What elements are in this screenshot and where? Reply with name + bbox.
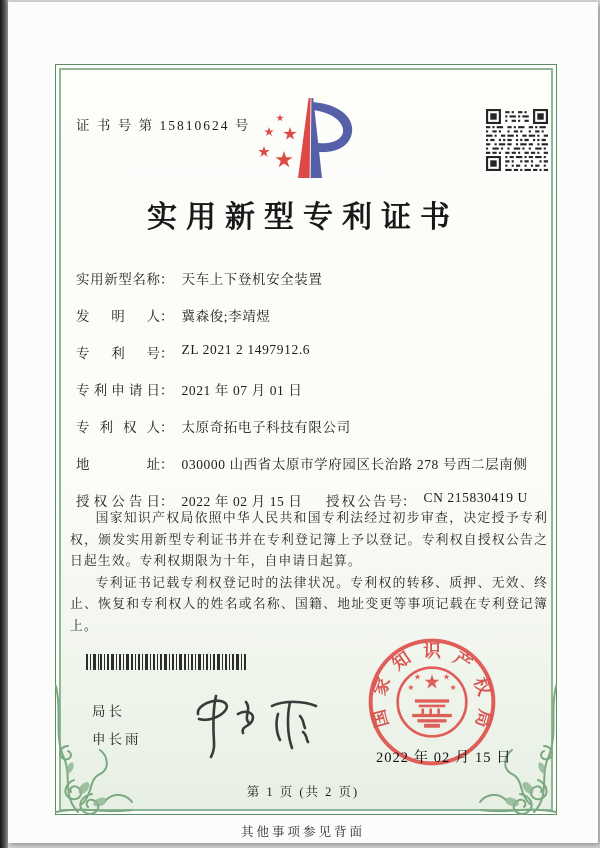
- field-label: 授权公告日: [76, 494, 160, 509]
- field-patentee: [76, 416, 546, 453]
- field-inventors: [76, 305, 546, 342]
- field-value: 030000 山西省太原市学府园区长治路 278 号西二层南侧: [181, 457, 528, 472]
- seal-char: 权: [469, 674, 495, 699]
- signature-icon: [186, 690, 326, 760]
- legal-paragraph: 专利证书记载专利权登记时的法律状况。专利权的转移、质押、无效、终止、恢复和专利权人的姓名或名称、国籍、地址变更等事项记载在专利登记簿上。: [70, 575, 548, 633]
- seal-char: 知: [388, 647, 415, 675]
- field-colon: ：: [160, 346, 174, 361]
- field-value: ZL 2021 2 1497912.6: [181, 342, 311, 357]
- seal-char: 家: [369, 674, 395, 699]
- field-colon: ：: [160, 272, 174, 287]
- field-filing-date: [76, 379, 546, 416]
- field-value: 冀森俊;李靖煜: [181, 309, 271, 324]
- field-address: [76, 453, 546, 490]
- field-label: 授权公告号: [326, 494, 402, 509]
- barcode-icon: [86, 654, 248, 670]
- field-utility-model-name: [76, 268, 546, 305]
- officer-name: 申长雨: [92, 732, 142, 747]
- field-label: 实用新型名称: [76, 272, 160, 287]
- field-colon: ：: [160, 494, 174, 509]
- field-colon: ：: [160, 309, 174, 324]
- seal-char: 识: [423, 641, 441, 662]
- seal-char: 国: [368, 707, 393, 730]
- officer-title: 局长: [92, 704, 125, 719]
- certificate-page: [8, 2, 598, 843]
- field-patent-number: [76, 342, 546, 379]
- back-side-note: 其他事项参见背面: [240, 825, 365, 839]
- photo-edge: [0, 0, 8, 848]
- field-value: CN 215830419 U: [423, 490, 528, 505]
- field-value: 太原奇拓电子科技有限公司: [181, 420, 351, 435]
- seal-char: 产: [449, 647, 476, 675]
- seal-char: 局: [471, 707, 496, 730]
- page-number: 第 1 页 (共 2 页): [246, 785, 360, 799]
- field-colon: ：: [160, 420, 174, 435]
- field-label: 地址: [76, 457, 160, 472]
- grant-date: [76, 490, 326, 510]
- certificate-fields: [76, 268, 546, 527]
- grant-number: [326, 490, 528, 510]
- qr-code-icon: [486, 108, 548, 172]
- field-value: 2022 年 02 月 15 日: [181, 494, 303, 509]
- cnipa-logo-icon: [256, 92, 360, 184]
- field-value: 天车上下登机安全装置: [181, 272, 323, 287]
- field-label: 专利权人: [76, 420, 160, 435]
- legal-paragraph: 国家知识产权局依照中华人民共和国专利法经过初步审查，决定授予专利权，颁发实用新型专利证书并在专利登记簿上予以登记。专利权自授权公告之日起生效。专利权期限为十年，自申请日起算。: [70, 511, 548, 568]
- corner-flourish-icon: [48, 684, 158, 816]
- legal-text: [70, 508, 548, 637]
- field-label: 发明人: [76, 309, 160, 324]
- certificate-title: 实用新型专利证书: [147, 201, 459, 234]
- field-colon: ：: [160, 383, 174, 398]
- field-colon: ：: [160, 457, 174, 472]
- field-value: 2021 年 07 月 01 日: [181, 383, 303, 398]
- certificate-number: 证 书 号 第 15810624 号: [76, 118, 251, 133]
- field-colon: ：: [402, 494, 416, 509]
- field-label: 专利申请日: [76, 383, 160, 398]
- field-label: 专利号: [76, 346, 160, 361]
- seal-date: 2022 年 02 月 15 日: [376, 750, 512, 766]
